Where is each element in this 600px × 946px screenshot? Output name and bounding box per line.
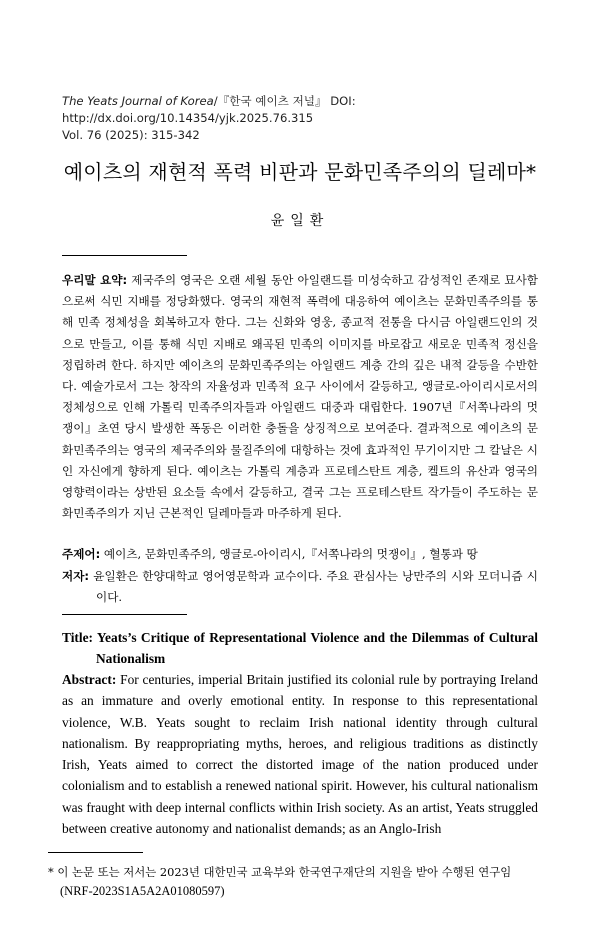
keywords-label: 주제어: bbox=[62, 547, 101, 561]
journal-name: The Yeats Journal of Korea bbox=[62, 94, 214, 108]
english-title: Title: Yeats’s Critique of Representational Violence and the Dilemmas of Cultural Nationalism bbox=[62, 630, 538, 667]
journal-citation-line bbox=[62, 93, 562, 127]
paper-author: 윤일환 bbox=[270, 213, 330, 229]
korean-abstract-text: 제국주의 영국은 오랜 세월 동안 아일랜드를 미성숙하고 감성적인 존재로 묘사함으로써 식민 지배를 정당화했다. 영국의 재현적 폭력에 대응하여 예이츠는 문화민족주의를 통해 민족 정체성을 회복하고자 한다. 그는 신화와 영웅, 종교적 전통을 다시금 아일랜드인의 것으로 만들고, 이를 통해 식민 지배로 왜곡된 민족의 이미지를 바로잡고 새로운 민족적 정신을 정립하려 한다. 하지만 예이츠의 문화민족주의는 아일랜드 계층 간의 깊은 내적 갈등을 수반한다. 예술가로서 그는 창작의 자율성과 민족적 요구 사이에서 갈등하고, 앵글로-아이리시로서의 정체성으로 인해 가톨릭 민족주의자들과 아일랜드 대중과 대립한다. 1907년『서쪽나라의 멋쟁이』초연 당시 발생한 폭동은 이러한 충돌을 상징적으로 보여준다. 결과적으로 예이츠의 문화민족주의는 영국의 제국주의와 물질주의에 대항하는 것에 효과적인 무기이지만 그 칼날은 시인 자신에게 향하게 된다. 예이츠는 가톨릭 계층과 프로테스탄트 계층, 켈트의 유산과 영국의 영향력이라는 상반된 요소들 속에서 갈등하고, 결국 그는 프로테스탄트 작가들이 주도하는 문화민족주의가 지닌 근본적인 딜레마들과 마주하게 된다. bbox=[62, 273, 538, 521]
korean-abstract-label: 우리말 요약: bbox=[62, 273, 128, 287]
journal-volume: Vol. 76 (2025): 315-342 bbox=[62, 128, 200, 142]
author-info-label: 저자: bbox=[62, 569, 90, 583]
footnote-text: * 이 논문 또는 저서는 2023년 대한민국 교육부와 한국연구재단의 지원을 받아 수행된 연구임 bbox=[48, 865, 512, 879]
author-info bbox=[62, 566, 538, 608]
paper-title: 예이츠의 재현적 폭력 비판과 문화민족주의의 딜레마* bbox=[63, 160, 537, 184]
section-rule-top bbox=[62, 255, 187, 256]
korean-abstract bbox=[62, 270, 538, 524]
footnote-grant-code: (NRF-2023S1A5A2A01080597) bbox=[60, 884, 225, 898]
english-abstract bbox=[62, 669, 538, 839]
footnote-rule bbox=[48, 852, 143, 853]
keywords-text: 예이츠, 문화민족주의, 앵글로-아이리시,『서쪽나라의 멋쟁이』, 혈통과 땅 bbox=[100, 547, 478, 561]
footnote bbox=[48, 863, 548, 901]
english-abstract-label: Abstract: bbox=[62, 672, 117, 687]
english-abstract-text: For centuries, imperial Britain justified its colonial rule by portraying Ireland as an immature and overly emotional entity. In response to this representational violence, W.B. Yeats sought to reclaim Irish national identity through cultural nationalism. By reappropriating myths, heroes, and religious traditions as distinctly Irish, Yeats aimed to correct the distorted image of the nation produced under colonialism and to establish a renewed national spirit. However, his cultural nationalism was fraught with deep internal conflicts within Irish society. As an artist, Yeats struggled between creative autonomy and nationalist demands; as an Anglo-Irish bbox=[62, 672, 538, 837]
journal-header bbox=[62, 93, 562, 144]
section-rule-middle bbox=[62, 614, 187, 615]
journal-doi: /『한국 예이츠 저널』 DOI: http://dx.doi.org/10.14354/yjk.2025.76.315 bbox=[62, 94, 356, 125]
keywords bbox=[62, 544, 538, 565]
author-info-text: 윤일환은 한양대학교 영어영문학과 교수이다. 주요 관심사는 낭만주의 시와 모더니즘 시이다. bbox=[89, 569, 538, 605]
